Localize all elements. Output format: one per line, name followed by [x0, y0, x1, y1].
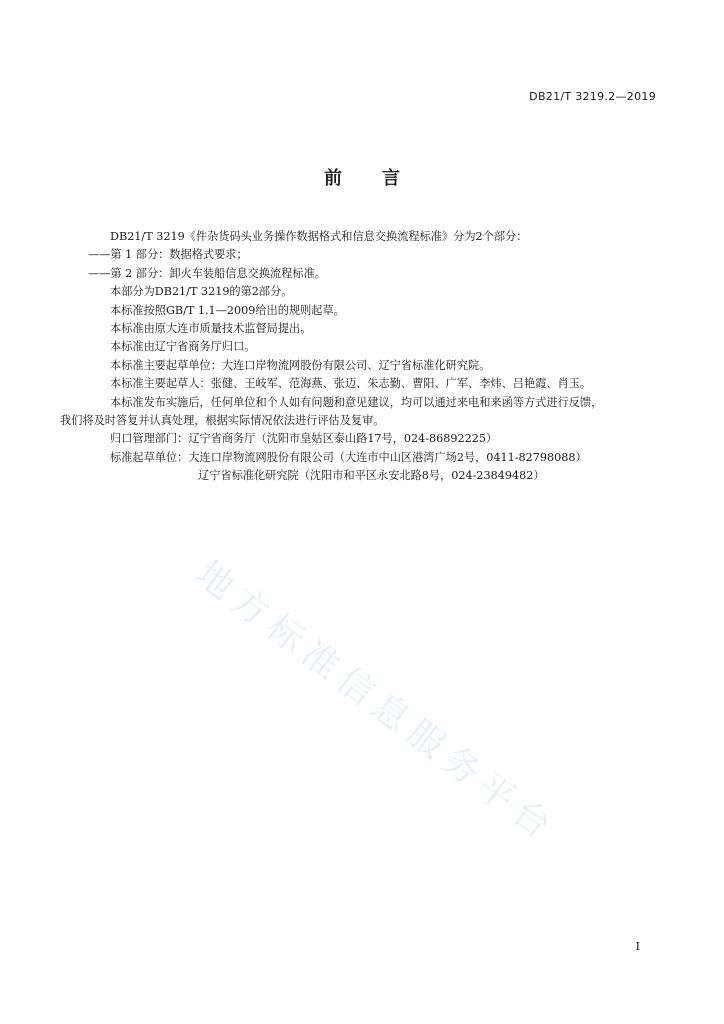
paragraph-drafting-unit-1: 标准起草单位：大连口岸物流网股份有限公司（大连市中山区港湾广场2号，0411-82798088） — [110, 450, 587, 464]
paragraph-drafting-unit-2: 辽宁省标准化研究院（沈阳市和平区永安北路8号，024-23849482） — [198, 469, 545, 483]
paragraph-managing-department: 归口管理部门：辽宁省商务厅（沈阳市皇姑区泰山路17号，024-86892225） — [110, 432, 498, 446]
paragraph-part-2: ——第 2 部分：卸火车装船信息交换流程标准。 — [88, 266, 326, 280]
paragraph-under-jurisdiction: 本标准由辽宁省商务厅归口。 — [110, 340, 256, 354]
page-number: I — [635, 940, 640, 953]
paragraph-drafters: 本标准主要起草人：张健、王岐军、范海燕、张迈、朱志勤、曹阳、广军、李炜、吕艳霞、肖玉。 — [110, 377, 592, 391]
page-title — [0, 164, 724, 190]
paragraph-parts: DB21/T 3219《件杂货码头业务操作数据格式和信息交换流程标准》分为2个部分： — [110, 230, 528, 243]
paragraph-drafting-units: 本标准主要起草单位：大连口岸物流网股份有限公司、辽宁省标准化研究院。 — [110, 358, 491, 372]
paragraph-feedback-line-2: 我们将及时答复并认真处理，根据实际情况依法进行评估及复审。 — [60, 414, 385, 428]
paragraph-this-part: 本部分为DB21/T 3219的第2部分。 — [110, 285, 293, 299]
title-char-1: 前 — [324, 168, 342, 189]
document-id: DB21/T 3219.2—2019 — [529, 90, 656, 103]
preface-body — [60, 228, 658, 486]
paragraph-drafting-rules: 本标准按照GB/T 1.1—2009给出的规则起草。 — [110, 303, 345, 317]
watermark: 地方标准信息服务平台 — [188, 553, 565, 852]
paragraph-part-1: ——第 1 部分：数据格式要求； — [88, 248, 248, 262]
title-char-2: 言 — [382, 168, 400, 189]
paragraph-proposed-by: 本标准由原大连市质量技术监督局提出。 — [110, 322, 312, 336]
paragraph-feedback-line-1: 本标准发布实施后，任何单位和个人如有问题和意见建议，均可以通过来电和来函等方式进行反馈， — [110, 395, 603, 409]
